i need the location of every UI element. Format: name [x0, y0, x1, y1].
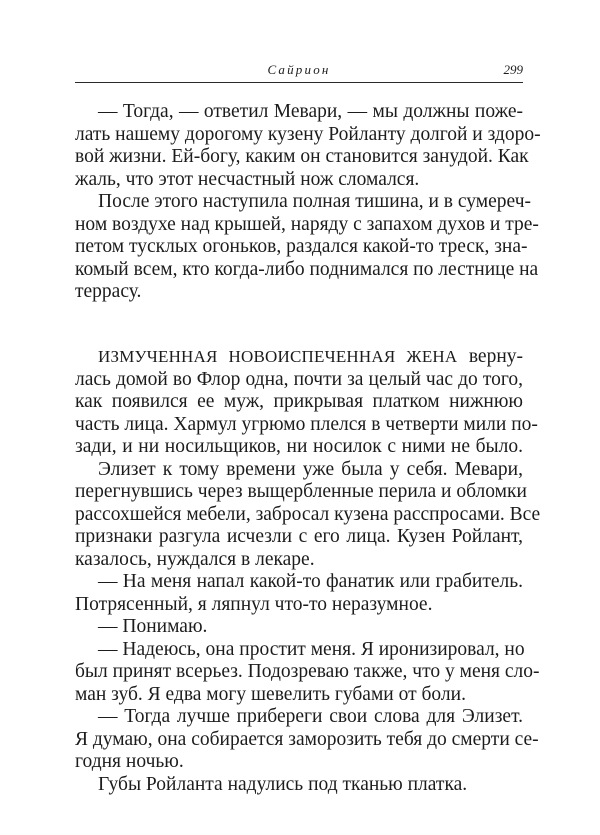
opening-line-rest: верну- — [468, 346, 524, 367]
text-line: ном воздухе над крышей, наряду с запахом духов и тре- — [75, 213, 539, 235]
text-line: годня ночью. — [75, 751, 184, 772]
text-line: жаль, что этот несчастный нож сломался. — [75, 168, 420, 190]
text-line: — На меня напал какой-то фанатик или грабитель. — [98, 571, 523, 592]
page-number: 299 — [503, 62, 523, 77]
text-line: зади, и ни носильщиков, ни носилок с ними не было. — [75, 436, 523, 457]
text-line: лась домой во Флор одна, почти за целый час до того, — [75, 368, 523, 390]
text-line: Элизет к тому времени уже была у себя. Мевари, — [98, 458, 523, 480]
text-line: Потрясенный, я ляпнул что-то неразумное. — [75, 593, 433, 615]
text-line: петом тусклых огоньков, раздался какой-то треск, зна- — [75, 236, 528, 257]
opening-line — [75, 346, 523, 369]
text-line: лать нашему дорогому кузену Ройланту долгой и здоро- — [75, 123, 541, 145]
running-title: Сайрион — [267, 62, 331, 77]
running-head — [75, 60, 523, 83]
opening-small-caps: ИЗМУЧЕННАЯ НОВОИСПЕЧЕННАЯ ЖЕНА — [98, 347, 458, 366]
text-line: комый всем, кто когда-либо поднимался по лестнице на — [75, 258, 539, 280]
text-line: перегнувшись через выщербленные перила и обломки — [75, 481, 527, 502]
text-line: часть лица. Хармул угрюмо плелся в четверти мили по- — [75, 413, 538, 435]
text-line: рассохшейся мебели, забросал кузена расспросами. Все — [75, 503, 541, 525]
text-line: — Тогда лучше прибереги свои слова для Элизет. — [98, 706, 523, 727]
text-line: После этого наступила полная тишина, и в сумереч- — [98, 191, 531, 212]
section-2-text — [75, 346, 541, 796]
section-1-text — [75, 101, 541, 304]
text-line: Я думаю, она собирается заморозить тебя до смерти се- — [75, 728, 539, 750]
text-line: был принят всерьез. Подозреваю также, что у меня сло- — [75, 661, 540, 682]
text-line: вой жизни. Ей-богу, каким он становится занудой. Как — [75, 146, 529, 167]
text-line: казалось, нуждался в лекаре. — [75, 548, 315, 570]
text-line: как появился ее муж, прикрывая платком нижнюю — [75, 391, 523, 412]
text-line: — Надеюсь, она простит меня. Я иронизировал, но — [98, 638, 525, 660]
text-line: ман зуб. Я едва могу шевелить губами от боли. — [75, 683, 466, 705]
text-line: — Понимаю. — [98, 616, 208, 637]
text-line: Губы Ройланта надулись под тканью платка. — [98, 773, 468, 795]
text-line: — Тогда, — ответил Мевари, — мы должны поже- — [98, 101, 523, 122]
text-line: террасу. — [75, 281, 142, 302]
text-line: признаки разгула исчезли с его лица. Кузен Ройлант, — [75, 526, 523, 547]
